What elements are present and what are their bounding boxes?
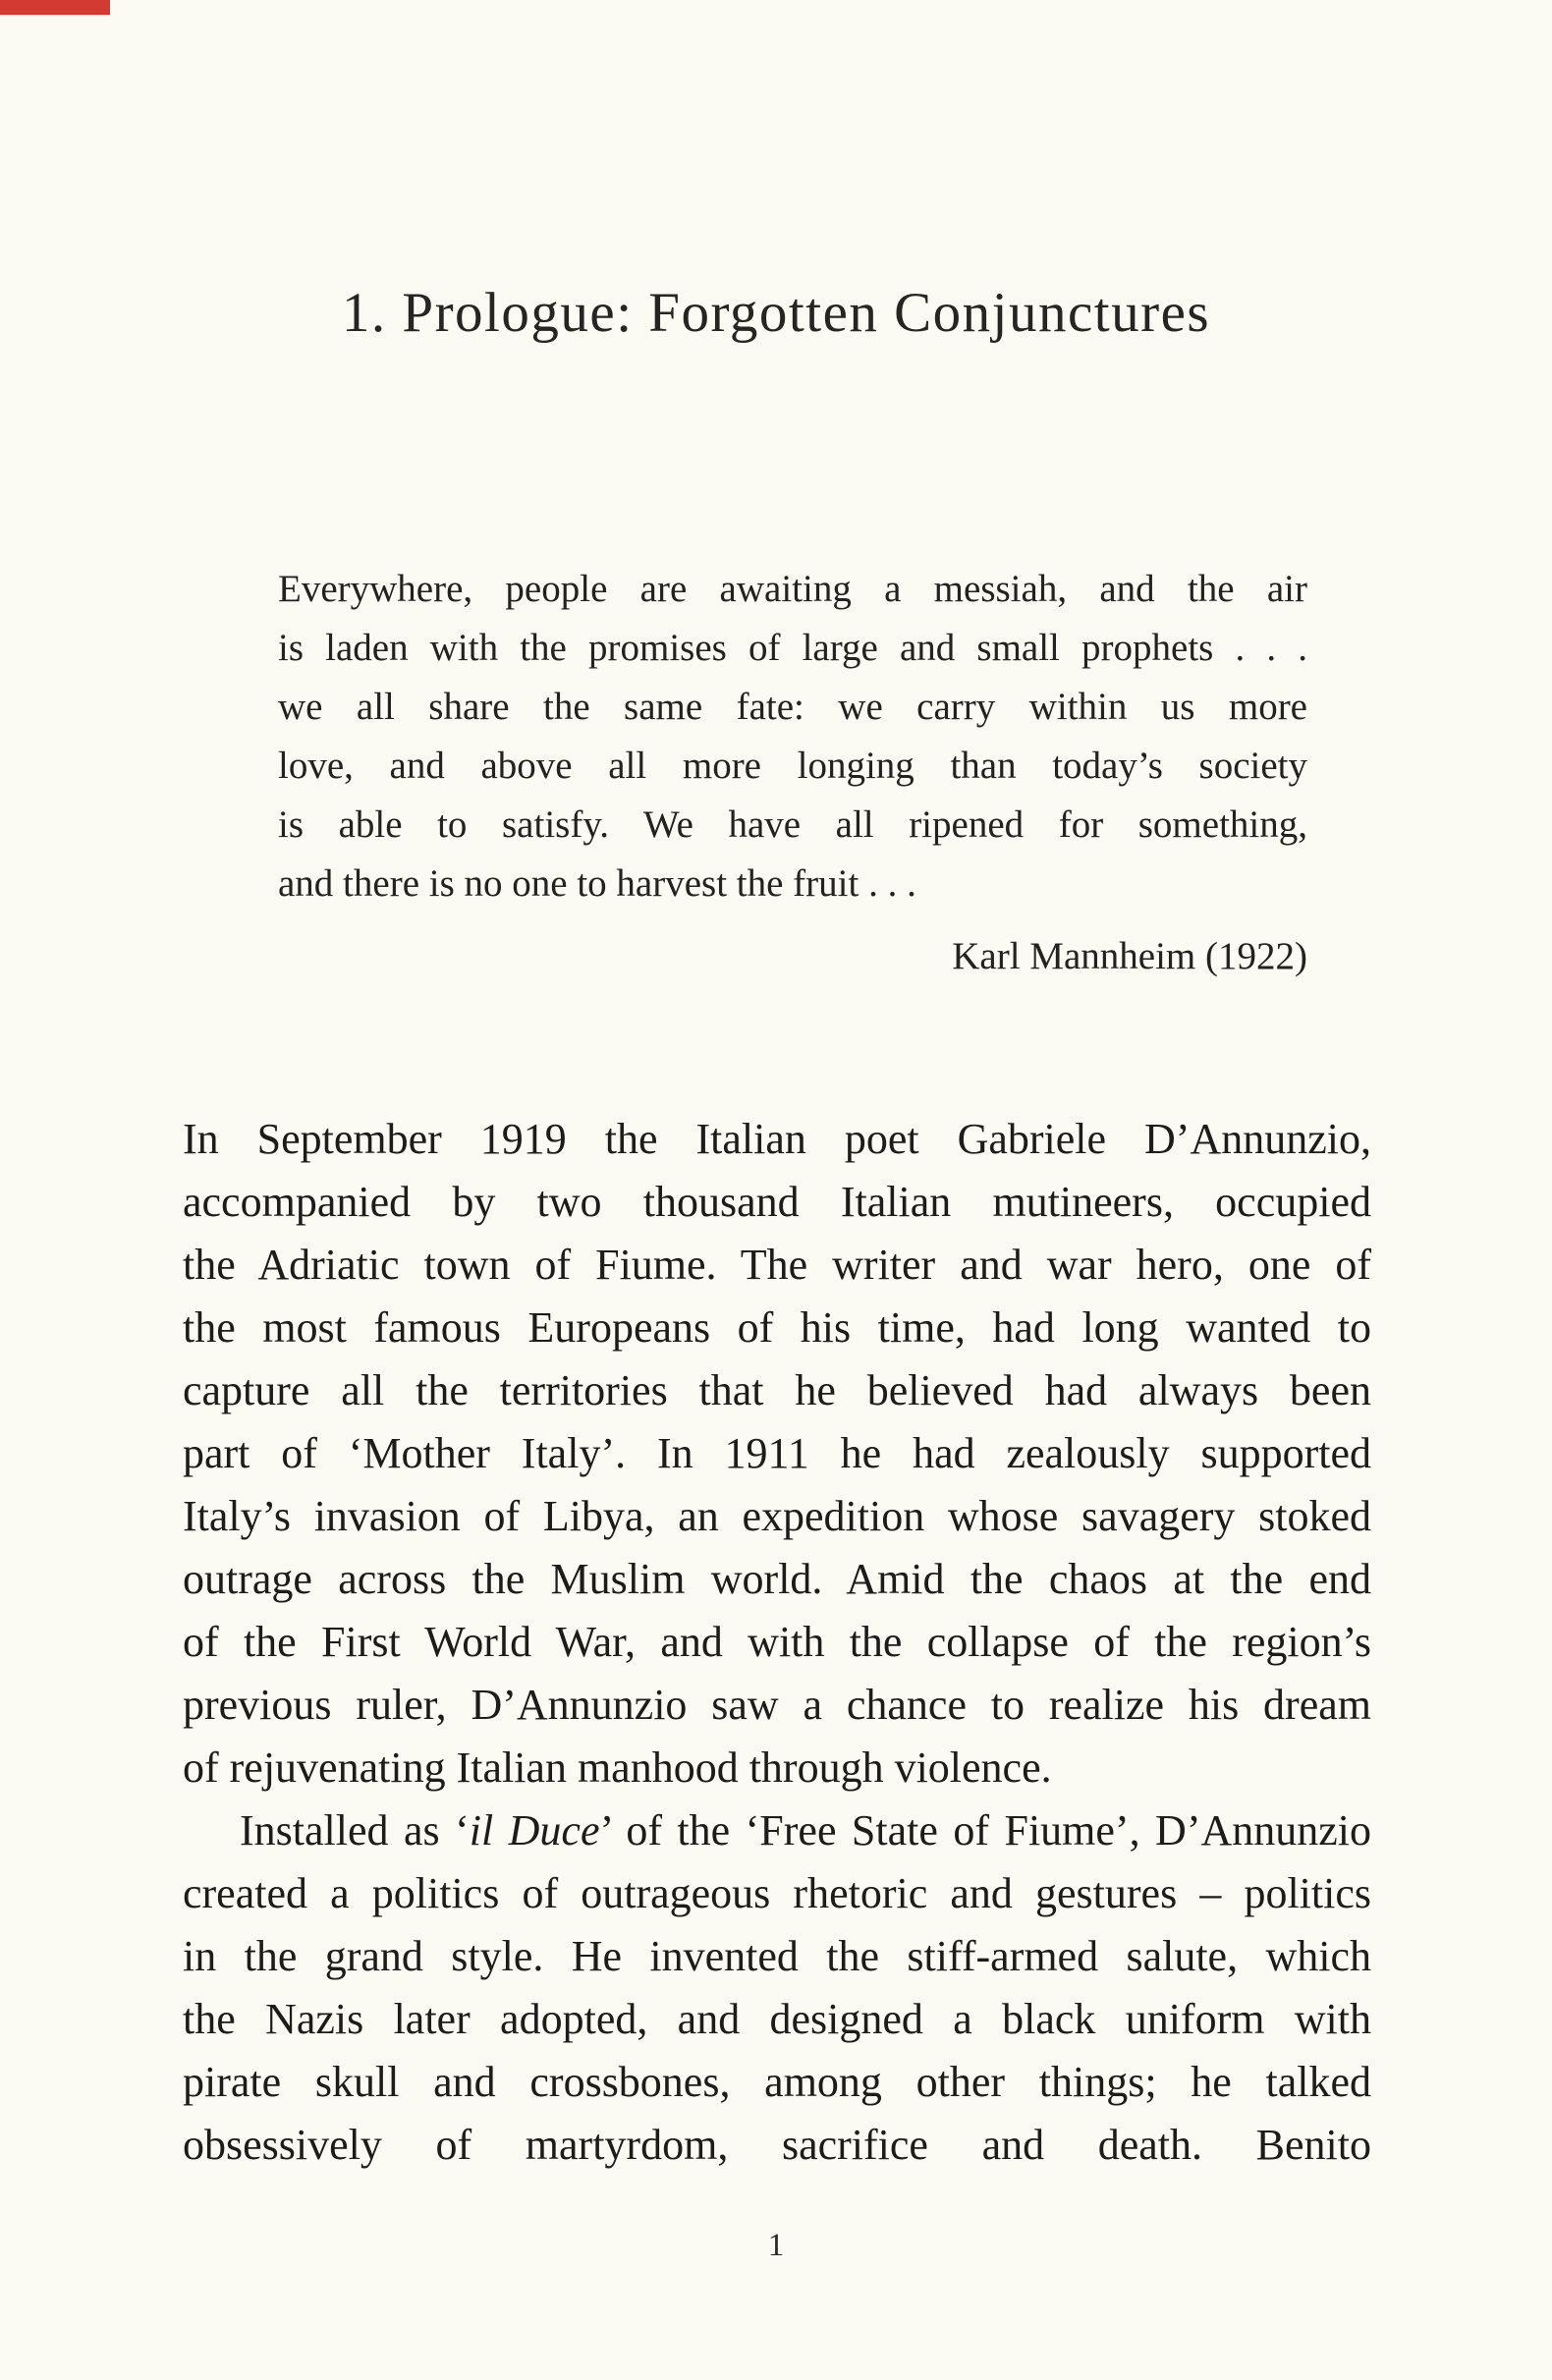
red-corner-mark xyxy=(0,0,110,15)
epigraph-line: is able to satisfy. We have all ripened for something, xyxy=(278,803,1307,846)
body-text xyxy=(183,1108,1371,2177)
body-line: capture all the territories that he believed had always been xyxy=(183,1366,1371,1414)
body-line: part of ‘Mother Italy’. In 1911 he had zealously supported xyxy=(183,1429,1371,1477)
body-line xyxy=(183,1799,1371,1862)
italic-phrase: il Duce xyxy=(469,1806,600,1854)
chapter-title: 1. Prologue: Forgotten Conjunctures xyxy=(341,282,1211,344)
epigraph-line: love, and above all more longing than today’s society xyxy=(278,745,1307,787)
body-line: the most famous Europeans of his time, had long wanted to xyxy=(183,1303,1371,1352)
body-line: the Nazis later adopted, and designed a black uniform with xyxy=(183,1995,1371,2043)
body-line: Italy’s invasion of Libya, an expedition whose savagery stoked xyxy=(183,1492,1371,1540)
epigraph-quote xyxy=(278,560,1307,986)
paragraph-1 xyxy=(183,1108,1371,1799)
body-line: accompanied by two thousand Italian mutineers, occupied xyxy=(183,1178,1371,1226)
page-number: 1 xyxy=(767,2228,785,2263)
body-line: previous ruler, D’Annunzio saw a chance to realize his dream xyxy=(183,1681,1371,1729)
epigraph-line: Everywhere, people are awaiting a messiah, and the air xyxy=(278,568,1307,610)
body-line: created a politics of outrageous rhetoric and gestures – politics xyxy=(183,1869,1371,1917)
body-line: of rejuvenating Italian manhood through violence. xyxy=(183,1743,1052,1792)
epigraph-line: we all share the same fate: we carry within us more xyxy=(278,686,1307,728)
body-line: outrage across the Muslim world. Amid the chaos at the end xyxy=(183,1555,1371,1603)
body-line: the Adriatic town of Fiume. The writer and war hero, one of xyxy=(183,1241,1371,1289)
epigraph-line: and there is no one to harvest the fruit . . . xyxy=(278,862,916,905)
body-line: in the grand style. He invented the stiff-armed salute, which xyxy=(183,1932,1371,1980)
body-line-segment: Installed as ‘ xyxy=(240,1806,470,1854)
body-line: of the First World War, and with the collapse of the region’s xyxy=(183,1618,1371,1666)
epigraph-line: is laden with the promises of large and small prophets . . . xyxy=(278,627,1307,669)
body-line: obsessively of martyrdom, sacrifice and death. Benito xyxy=(183,2121,1371,2169)
body-line: In September 1919 the Italian poet Gabriele D’Annunzio, xyxy=(183,1115,1371,1163)
body-line: pirate skull and crossbones, among other things; he talked xyxy=(183,2058,1371,2106)
epigraph-attribution: Karl Mannheim (1922) xyxy=(952,935,1307,977)
body-line-segment: ’ of the ‘Free State of Fiume’, D’Annunzio xyxy=(599,1806,1371,1854)
paragraph-2 xyxy=(183,1799,1371,2177)
